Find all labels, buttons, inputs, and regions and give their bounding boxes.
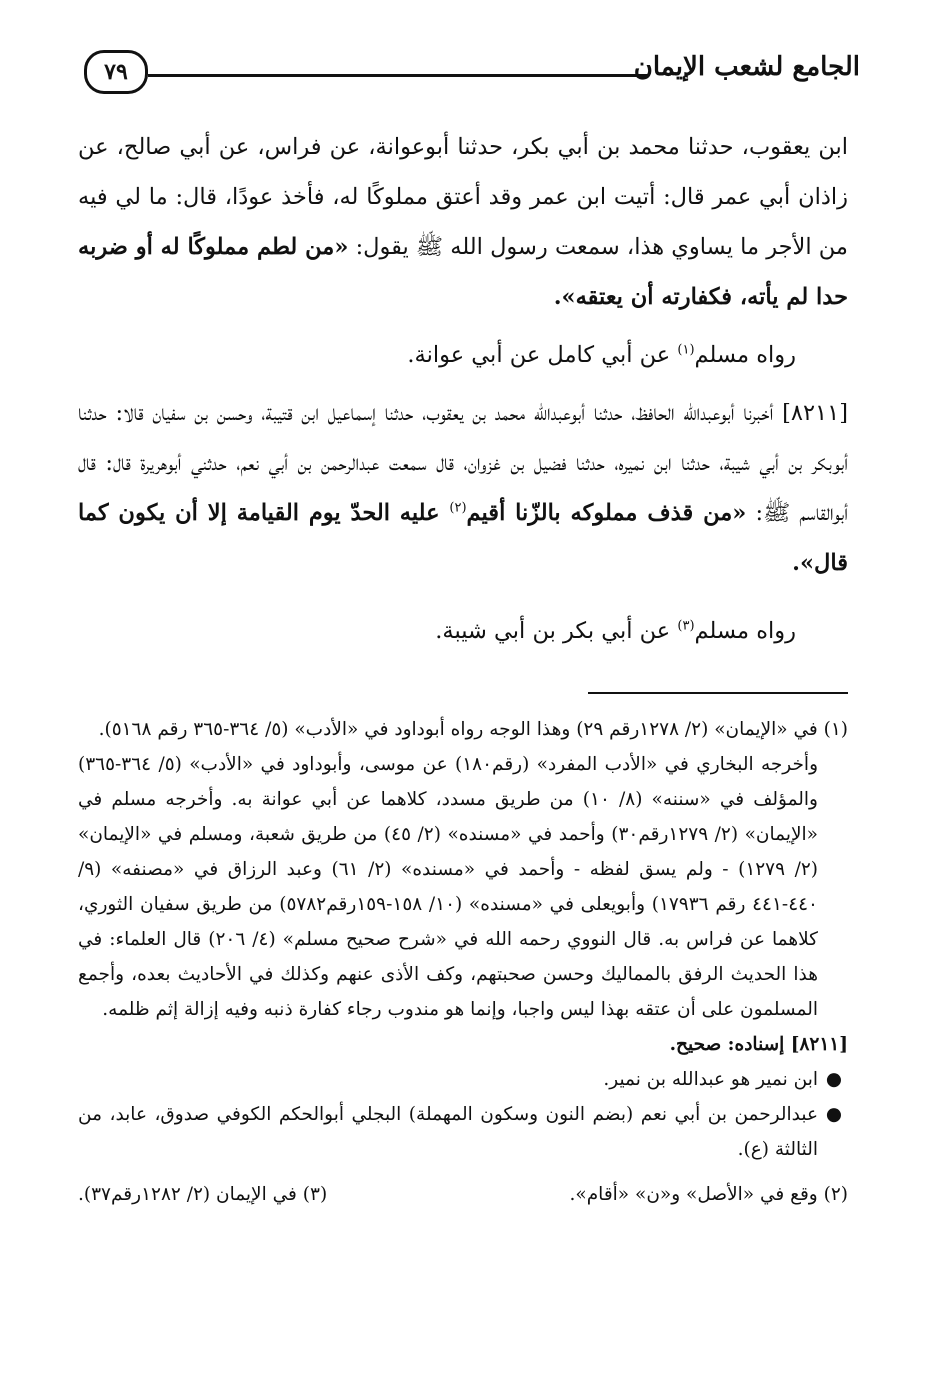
footnote-1: (١) في «الإيمان» (٢/ ١٢٧٨رقم ٢٩) وهذا الوجه رواه أبوداود في «الأدب» (٥/ ٣٦٤-٣٦٥ رقم ٥١٦٨). xyxy=(98,719,848,740)
footnote-3: (٣) في الإيمان (٢/ ١٢٨٢رقم٣٧). xyxy=(78,1184,328,1205)
riwaya-text: رواه مسلم xyxy=(694,618,796,644)
footnotes-2-3 xyxy=(78,1177,848,1212)
header-rule xyxy=(148,74,648,77)
footnote-separator xyxy=(588,692,848,694)
isnad-grade-heading: [٨٢١١] إسناده: صحيح. xyxy=(669,1034,848,1055)
footnote-ref-2: (٢) xyxy=(449,500,467,516)
bullet-icon: ● xyxy=(825,1069,842,1090)
bullet-text: عبدالرحمن بن أبي نعم (بضم النون وسكون المهملة) البجلي أبوالحكم الكوفي صدوق، عابد، من الثالثة (ع). xyxy=(78,1104,818,1160)
bullet-item xyxy=(78,1097,848,1167)
hadith-matn: «من لطم مملوكًا له أو ضربه حدا لم يأته، فكفارته أن يعتقه». xyxy=(78,234,848,310)
footnote-2: (٢) وقع في «الأصل» و«ن» «أقام». xyxy=(569,1184,848,1205)
hadith-matn: «من قذف مملوكه بالزّنا أقيم xyxy=(466,500,747,526)
riwaya-text: عن أبي بكر بن أبي شيبة. xyxy=(435,618,678,644)
bullet-item xyxy=(78,1062,848,1097)
isnad-text: ابن يعقوب، حدثنا محمد بن أبي بكر، حدثنا أبوعوانة، عن فراس، عن أبي صالح، عن زاذان أبي عمر قال: أتيت ابن عمر وقد أعتق مملوكًا له، فأخذ عودًا، قال: ما لي فيه من الأجر ما يساوي هذا، سمعت رسول الله ﷺ يقول: xyxy=(78,134,848,260)
paragraph-hadith-8211 xyxy=(78,388,848,588)
riwaya-line-2 xyxy=(78,606,848,656)
page-header xyxy=(70,38,860,100)
page-number: ٧٩ xyxy=(84,50,148,94)
riwaya-text: عن أبي كامل عن أبي عوانة. xyxy=(407,342,678,368)
bullet-icon: ● xyxy=(825,1104,842,1125)
footnote-ref-3: (٣) xyxy=(677,618,695,634)
bullet-text: ابن نمير هو عبدالله بن نمير. xyxy=(603,1069,818,1090)
isnad-text: [٨٢١١] أخبرنا أبوعبدالله الحافظ، حدثنا أبوعبدالله محمد بن يعقوب، حدثنا إسماعيل ابن قتيبة، وحسن بن سفيان قالا: حدثنا أبوبكر بن أبي شيبة، حدثنا ابن نميره، حدثنا فضيل بن غزوان، قال سمعت عبدالرحمن بن أبي نعم، حدثني أبوهريرة قال: قال أبوالقاسم ﷺ: xyxy=(78,400,848,526)
paragraph-hadith-1 xyxy=(78,122,848,322)
main-text xyxy=(78,122,848,656)
hadith-matn: عليه الحدّ يوم القيامة إلا أن يكون كما قال». xyxy=(78,500,848,576)
footnote-1-takhrij: وأخرجه البخاري في «الأدب المفرد» (رقم١٨٠) عن موسى، وأبوداود في «الأدب» (٥/ ٣٦٤-٣٦٥) والمؤلف في «سننه» (٨/ ١٠) من طريق مسدد، كلاهما عن أبي عوانة به. وأخرجه مسلم في «الإيمان» (٢/ ١٢٧٩رقم٣٠) وأحمد في «مسنده» (٢/ ٤٥) من طريق شعبة، ومسلم في «الإيمان» (٢/ ١٢٧٩) - ولم يسق لفظه - وأحمد في «مسنده» (٢/ ٦١) وعبد الرزاق في «مصنفه» (٩/ ٤٤٠-٤٤١ رقم ١٧٩٣٦) وأبويعلى في «مسنده» (١٠/ ١٥٨-١٥٩رقم٥٧٨٢) من طريق سفيان الثوري، كلاهما عن فراس به. قال النووي رحمه الله في «شرح صحيح مسلم» (٤/ ٢٠٦) قال العلماء: في هذا الحديث الرفق بالمماليك وحسن صحبتهم، وكف الأذى عنهم وكذلك في الأحاديث بعده، وأجمع المسلمون على أن عتقه بهذا ليس واجبا، وإنما هو مندوب رجاء كفارة ذنبه وفيه إزالة إثم ظلمه. xyxy=(78,754,819,1020)
footnote-ref-1: (١) xyxy=(677,342,695,358)
riwaya-line-1 xyxy=(78,330,848,380)
footnotes xyxy=(78,712,848,1212)
riwaya-text: رواه مسلم xyxy=(694,342,796,368)
running-title: الجامع لشعب الإيمان xyxy=(633,52,860,82)
